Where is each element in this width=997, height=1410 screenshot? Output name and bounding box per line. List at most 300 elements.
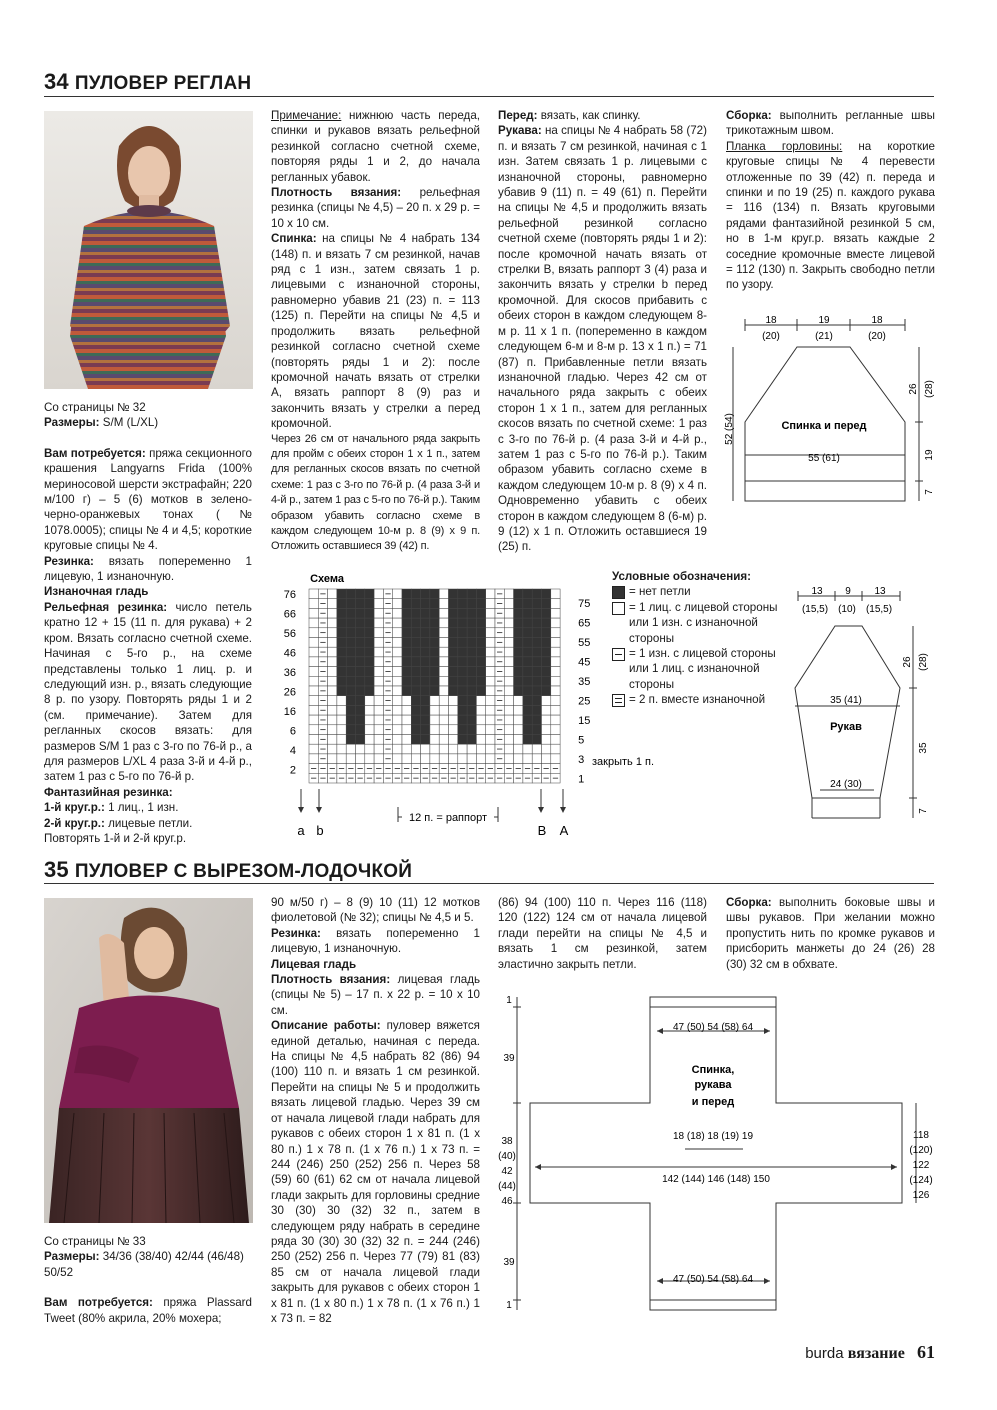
chart-cell — [458, 705, 467, 715]
chart-cell — [374, 667, 383, 677]
chart-cell — [467, 618, 476, 628]
chart-cell — [458, 589, 467, 599]
chart-cell — [458, 667, 467, 677]
chart-cell — [328, 589, 337, 599]
chart-cell — [337, 608, 346, 618]
chart-cell — [421, 667, 430, 677]
chart-cell — [337, 696, 346, 706]
chart-cell — [309, 657, 318, 667]
chart-cell — [504, 725, 513, 735]
chart-cell — [532, 744, 541, 754]
chart-cell — [439, 715, 448, 725]
chart-cell — [504, 618, 513, 628]
svg-text:118: 118 — [913, 1130, 929, 1141]
schematic-cross-shape — [495, 985, 945, 1320]
column-35-third: (86) 94 (100) 110 п. Через 116 (118) 120 (122) 124 см от начала лицевой глади перейти на спицы № 4,5 и вязать 1 см резинкой, затем эластично закрыть петли. — [498, 896, 707, 971]
chart-cell — [542, 618, 551, 628]
chart-cell — [514, 715, 523, 725]
chart-cell — [365, 657, 374, 667]
chart-cell — [328, 686, 337, 696]
chart-cell — [439, 754, 448, 764]
chart-cell — [523, 618, 532, 628]
chart-cell — [346, 705, 355, 715]
chart-cell — [449, 647, 458, 657]
chart-cell — [346, 754, 355, 764]
chart-cell — [328, 628, 337, 638]
chart-cell — [393, 589, 402, 599]
chart-cell — [486, 686, 495, 696]
chart-cell — [476, 589, 485, 599]
svg-text:9: 9 — [845, 586, 851, 597]
chart-cell — [476, 599, 485, 609]
chart-cell — [514, 754, 523, 764]
chart-cell — [542, 725, 551, 735]
chart-cell — [309, 754, 318, 764]
chart-cell — [309, 725, 318, 735]
chart-cell — [402, 676, 411, 686]
svg-text:26: 26 — [908, 383, 919, 395]
chart-row-label-right: 55 — [578, 637, 591, 649]
chart-cell — [467, 608, 476, 618]
chart-cell — [551, 696, 560, 706]
chart-cell — [337, 676, 346, 686]
chart-cell — [467, 705, 476, 715]
chart-cell — [402, 705, 411, 715]
column-34-left: Со страницы № 32 Размеры: S/M (L/XL) Вам потребуется: пряжа секционного крашения Langyarns Frida (100% мериносовой шерсти экстрафайн; 220 м/100 г) – 5 (6) мотков в зелено-черно-оранжевых тонах (№ 1078.0005); спицы № 4 и 4,5; короткие круговые спицы № 4. Резинка: вязать попеременно 1 лицевую, 1 изнаночную. Изнаночная гладь Рельефная резинка: число петель кратно 12 + 15 (11 п. для рукава) + 2 кром. Вязать согласно счетной схеме. Начиная с 5-го р., на схеме представлены только 1 лиц. р. и следующий изн. р., вязать следующие 8 р. по узору. Повторять ряды 1 и 2 (см. примечание). Затем для регланных скосов вязать: для размеров S/M 1 раз с 3-го по 76-й р., а для размеров L/XL 4 раза 3-й и 4-й р., затем 1 раз с 5-го по 76-й р. Фантазийная резинка: 1-й круг.р.: 1 лиц., 1 изн. 2-й круг.р.: лицевые петли. Повторять 1-й и 2-й круг.р. — [44, 401, 252, 845]
chart-cell — [365, 686, 374, 696]
chart-cell — [532, 589, 541, 599]
chart-cell — [411, 686, 420, 696]
svg-text:38: 38 — [501, 1136, 513, 1147]
chart-cell — [402, 638, 411, 648]
chart-cell — [430, 696, 439, 706]
chart-cell — [309, 589, 318, 599]
legend-knit-icon — [612, 602, 625, 615]
chart-cell — [514, 618, 523, 628]
footer-brand: burda — [805, 1345, 844, 1362]
chart-cell — [411, 676, 420, 686]
chart-cell — [421, 725, 430, 735]
chart-cell — [551, 657, 560, 667]
chart-cell — [411, 705, 420, 715]
chart-cell — [430, 628, 439, 638]
chart-cell — [328, 735, 337, 745]
chart-cell — [365, 628, 374, 638]
chart-cell — [467, 657, 476, 667]
chart-cell — [542, 715, 551, 725]
chart-cell — [356, 744, 365, 754]
chart-cell — [504, 647, 513, 657]
chart-cell — [551, 725, 560, 735]
chart-cell — [411, 735, 420, 745]
chart-cell — [328, 667, 337, 677]
svg-text:рукава: рукава — [694, 1079, 732, 1091]
chart-cell — [476, 657, 485, 667]
legend-no-stitch-icon — [612, 586, 625, 599]
section-title-34: 34 ПУЛОВЕР РЕГЛАН — [44, 69, 252, 94]
chart-cell — [439, 618, 448, 628]
chart-cell — [421, 657, 430, 667]
svg-text:13: 13 — [874, 586, 886, 597]
chart-cell — [430, 667, 439, 677]
chart-cell — [523, 667, 532, 677]
chart-cell — [532, 608, 541, 618]
chart-cell — [393, 696, 402, 706]
chart-cell — [486, 638, 495, 648]
chart-cell — [309, 705, 318, 715]
chart-cell — [402, 628, 411, 638]
chart-cell — [476, 676, 485, 686]
chart-cell — [365, 735, 374, 745]
arrow-A: A — [559, 823, 569, 838]
chart-cell — [439, 686, 448, 696]
chart-cell — [374, 735, 383, 745]
chart-cell — [449, 628, 458, 638]
chart-cell — [393, 686, 402, 696]
column-34-fourth: Сборка: выполнить регланные швы трикотажным швом. Планка горловины: на короткие круговые спицы № 4 перевести отложенные по 39 (42) п. переда и спинки и по 19 (25) п. каждого рукава = 116 (134) п. Вязать круговыми рядами фантазийной резинкой 5 см, но в 1-м круг.р. вязать каждые 2 соседние кромочные вместе лицевой = 112 (130) п. Закрыть свободно петли по узору. — [726, 109, 935, 292]
chart-cell — [486, 744, 495, 754]
legend-purl-icon — [612, 648, 625, 661]
chart-cell — [523, 657, 532, 667]
chart-cell — [542, 589, 551, 599]
chart-cell — [346, 647, 355, 657]
chart-cell — [356, 725, 365, 735]
svg-text:7: 7 — [918, 808, 929, 814]
chart-cell — [467, 715, 476, 725]
chart-cell — [476, 618, 485, 628]
chart-row-label-right: 5 — [578, 734, 585, 747]
chart-cell — [542, 647, 551, 657]
chart-cell — [421, 628, 430, 638]
chart-cell — [449, 638, 458, 648]
chart-cell — [523, 599, 532, 609]
chart-cell — [337, 599, 346, 609]
materials-34: пряжа секционного крашения Langyarns Frida (100% мериносовой шерсти экстрафайн; 220 м/100 г) – 5 (6) мотков в зелено-черно-оранжевых тонах (№ 1078.0005); спицы № 4 и 4,5; короткие круговые спицы № 4. — [44, 446, 252, 553]
chart-cell — [337, 754, 346, 764]
chart-cell — [476, 754, 485, 764]
chart-cell — [430, 705, 439, 715]
chart-cell — [411, 608, 420, 618]
chart-row-label-left: 66 — [283, 608, 296, 621]
chart-cell — [346, 638, 355, 648]
chart-cell — [504, 676, 513, 686]
chart-cell — [542, 696, 551, 706]
chart-cell — [374, 638, 383, 648]
svg-text:(15,5): (15,5) — [801, 604, 829, 615]
chart-cell — [476, 725, 485, 735]
chart-cell — [374, 705, 383, 715]
chart-cell — [514, 628, 523, 638]
chart-cell — [551, 676, 560, 686]
chart-cell — [402, 608, 411, 618]
chart-cell — [402, 667, 411, 677]
chart-close-note: закрыть 1 п. — [592, 756, 655, 768]
section-title-35: 35 ПУЛОВЕР С ВЫРЕЗОМ-ЛОДОЧКОЙ — [44, 857, 413, 882]
chart-cell — [402, 725, 411, 735]
chart-cell — [449, 754, 458, 764]
chart-cell — [421, 696, 430, 706]
chart-cell — [411, 638, 420, 648]
chart-cell — [551, 599, 560, 609]
chart-cell — [523, 676, 532, 686]
chart-cell — [532, 725, 541, 735]
svg-text:1: 1 — [506, 995, 512, 1006]
chart-cell — [458, 657, 467, 667]
chart-cell — [458, 725, 467, 735]
chart-cell — [393, 657, 402, 667]
body-top-1: 18 — [765, 315, 777, 326]
svg-text:7: 7 — [924, 489, 935, 495]
chart-cell — [337, 657, 346, 667]
svg-text:13: 13 — [811, 586, 823, 597]
chart-cell — [467, 589, 476, 599]
chart-cell — [309, 608, 318, 618]
chart-cell — [458, 754, 467, 764]
chart-cell — [402, 735, 411, 745]
chart-cell — [328, 676, 337, 686]
chart-cell — [328, 754, 337, 764]
svg-text:(10): (10) — [838, 604, 856, 615]
chart-cell — [532, 638, 541, 648]
chart-cell — [356, 628, 365, 638]
chart-cell — [374, 744, 383, 754]
chart-cell — [402, 657, 411, 667]
chart-cell — [514, 647, 523, 657]
chart-cell — [439, 725, 448, 735]
chart-cell — [486, 589, 495, 599]
chart-cell — [421, 638, 430, 648]
svg-text:(120): (120) — [909, 1145, 933, 1156]
chart-cell — [504, 744, 513, 754]
chart-cell — [430, 744, 439, 754]
chart-cell — [337, 744, 346, 754]
chart-cell — [449, 676, 458, 686]
chart-cell — [337, 667, 346, 677]
sleeve-mid-width: 35 (41) — [830, 695, 862, 706]
chart-cell — [374, 647, 383, 657]
chart-cell — [356, 589, 365, 599]
chart-cell — [542, 638, 551, 648]
chart-cell — [356, 735, 365, 745]
chart-cell — [337, 638, 346, 648]
section-rule-34 — [44, 96, 934, 97]
chart-cell — [356, 638, 365, 648]
chart-cell — [430, 599, 439, 609]
chart-cell — [439, 744, 448, 754]
arrow-a: a — [297, 823, 305, 838]
chart-cell — [532, 754, 541, 764]
chart-cell — [486, 696, 495, 706]
chart-cell — [458, 676, 467, 686]
chart-cell — [532, 657, 541, 667]
chart-cell — [402, 744, 411, 754]
chart-cell — [514, 667, 523, 677]
chart-cell — [365, 725, 374, 735]
chart-cell — [514, 676, 523, 686]
svg-text:42: 42 — [501, 1166, 513, 1177]
svg-text:Спинка,: Спинка, — [691, 1064, 735, 1076]
chart-cell — [486, 725, 495, 735]
chart-cell — [411, 589, 420, 599]
legend-p2tog-icon — [612, 694, 625, 707]
chart-cell — [393, 647, 402, 657]
chart-cell — [504, 715, 513, 725]
chart-cell — [551, 618, 560, 628]
chart-cell — [542, 628, 551, 638]
chart-cell — [374, 618, 383, 628]
column-35-fourth: Сборка: выполнить боковые швы и швы рукавов. При желании можно пропустить нить по кромке рукавов и присборить манжеты до 24 (26) 28 (30) 32 см в обхвате. — [726, 896, 935, 971]
chart-cell — [411, 647, 420, 657]
chart-cell — [467, 628, 476, 638]
svg-text:(40): (40) — [498, 1151, 516, 1162]
chart-cell — [486, 676, 495, 686]
chart-cell — [421, 599, 430, 609]
section-rule-35 — [44, 883, 934, 884]
chart-cell — [523, 608, 532, 618]
chart-cell — [542, 676, 551, 686]
chart-cell — [309, 618, 318, 628]
chart-cell — [365, 705, 374, 715]
chart-cell — [458, 599, 467, 609]
chart-cell — [514, 599, 523, 609]
chart-cell — [532, 667, 541, 677]
chart-cell — [551, 715, 560, 725]
chart-cell — [467, 676, 476, 686]
chart-row-label-left: 76 — [283, 589, 296, 601]
column-34-third: Перед: вязать, как спинку. Рукава: на спицы № 4 набрать 58 (72) п. и вязать 7 см резинкой, начиная с 1 изн. Затем связать 1 р. лицевыми с изнаночной стороны, равномерно убавив 9 (11) п. = 49 (61) п. Перейти на спицы № 4,5 и продолжить вязать рельефной резинкой согласно счетной схеме (повторять ряды 1 и 2): после кромочной начать вязать от стрелки В, вязать раппорт 3 (4) раза и закончить вязать у стрелки b перед кромочной. Для скосов прибавить с обеих сторон в каждом следующем 8-м р. 11 х 1 п. (попеременно в каждом следующем 6-м и 8-м р. 13 х 1 п.) = 71 (87) п. Прибавленные петли вязать изнаночной гладью. Через 42 см от начального ряда закрыть с обеих сторон 1 х 1 п., затем для регланных скосов вязать по счетной схеме: 1 раз с 3-го по 76-й р. (4 раза 3-й и 4-й р., затем 1 раз с 5-го по 76-й р.). Таким образом убавить согласно схеме в каждом следующем 10-м р. 8 (9) х 4 п. Одновременно убавить с обеих сторон в каждом следующем 8 (6-м) р. 9 (12) х 1 п. Отложить оставшиеся 19 (25) п. — [498, 109, 707, 554]
chart-cell — [523, 725, 532, 735]
chart-cell — [337, 589, 346, 599]
chart-cell — [346, 735, 355, 745]
chart-cell — [504, 735, 513, 745]
chart-cell — [393, 715, 402, 725]
chart-cell — [411, 667, 420, 677]
chart-cell — [365, 589, 374, 599]
chart-cell — [393, 725, 402, 735]
chart-cell — [365, 647, 374, 657]
chart-cell — [393, 735, 402, 745]
chart-cell — [402, 647, 411, 657]
chart-cell — [430, 618, 439, 628]
chart-cell — [421, 735, 430, 745]
chart-cell — [402, 618, 411, 628]
chart-cell — [430, 735, 439, 745]
chart-row-label-left: 16 — [283, 706, 296, 718]
chart-cell — [514, 589, 523, 599]
chart-cell — [523, 715, 532, 725]
source-35: Со страницы № 33 — [44, 1235, 146, 1248]
chart-cell — [356, 705, 365, 715]
chart-cell — [346, 628, 355, 638]
chart-cell — [374, 676, 383, 686]
chart-cell — [476, 715, 485, 725]
chart-cell — [356, 754, 365, 764]
chart-cell — [439, 628, 448, 638]
chart-cell — [449, 696, 458, 706]
chart-row-label-right: 75 — [578, 598, 591, 610]
chart-cell — [532, 686, 541, 696]
diagram35-bottom-width: 47 (50) 54 (58) 64 — [672, 1274, 754, 1285]
chart-cell — [486, 667, 495, 677]
chart-cell — [411, 696, 420, 706]
svg-text:(124): (124) — [909, 1175, 933, 1186]
body-top-3: 18 — [871, 315, 883, 326]
chart-row-label-right: 1 — [578, 773, 585, 786]
chart-cell — [476, 647, 485, 657]
chart-cell — [504, 628, 513, 638]
chart-cell — [402, 599, 411, 609]
chart-cell — [458, 618, 467, 628]
chart-cell — [346, 715, 355, 725]
chart-cell — [467, 696, 476, 706]
sizes-35: 34/36 (38/40) 42/44 (46/48) 50/52 — [44, 1250, 244, 1279]
chart-cell — [421, 754, 430, 764]
chart-cell — [328, 638, 337, 648]
sleeve-label: Рукав — [830, 721, 862, 733]
chart-cell — [402, 715, 411, 725]
chart-cell — [430, 686, 439, 696]
chart-cell — [449, 618, 458, 628]
chart-cell — [337, 725, 346, 735]
chart-cell — [476, 686, 485, 696]
chart-cell — [486, 705, 495, 715]
materials-35: пряжа Plassard Tweet (80% акрила, 20% мохера; — [44, 1296, 252, 1325]
chart-cell — [458, 744, 467, 754]
chart-cell — [449, 725, 458, 735]
chart-cell — [542, 705, 551, 715]
chart-cell — [356, 696, 365, 706]
chart-cell — [365, 599, 374, 609]
chart-cell — [486, 628, 495, 638]
svg-text:26: 26 — [902, 656, 913, 668]
chart-cell — [476, 608, 485, 618]
chart-cell — [551, 628, 560, 638]
diagram35-neck: 18 (18) 18 (19) 19 — [672, 1131, 754, 1142]
footer-magazine: вязание — [847, 1345, 905, 1362]
svg-text:39: 39 — [503, 1257, 515, 1268]
chart-cell — [346, 667, 355, 677]
photo-boatneck-sweater — [44, 898, 253, 1223]
chart-cell — [551, 705, 560, 715]
chart-cell — [374, 589, 383, 599]
chart-cell — [523, 647, 532, 657]
arrow-B: B — [537, 823, 547, 838]
chart-cell — [514, 705, 523, 715]
chart-cell — [346, 725, 355, 735]
chart-cell — [523, 744, 532, 754]
svg-text:(44): (44) — [498, 1181, 516, 1192]
svg-text:46: 46 — [501, 1196, 513, 1207]
chart-row-label-right: 35 — [578, 676, 591, 688]
chart-cell — [551, 744, 560, 754]
chart-cell — [421, 705, 430, 715]
chart-cell — [458, 608, 467, 618]
chart-cell — [421, 676, 430, 686]
chart-row-label-left: 2 — [289, 764, 296, 777]
chart-cell — [328, 705, 337, 715]
chart-cell — [458, 638, 467, 648]
chart-cell — [467, 754, 476, 764]
chart-cell — [309, 647, 318, 657]
chart-cell — [449, 705, 458, 715]
chart-cell — [430, 589, 439, 599]
chart-cell — [504, 657, 513, 667]
chart-cell — [514, 735, 523, 745]
chart-cell — [542, 686, 551, 696]
chart-cell — [430, 715, 439, 725]
svg-text:19: 19 — [924, 449, 935, 461]
chart-cell — [374, 608, 383, 618]
